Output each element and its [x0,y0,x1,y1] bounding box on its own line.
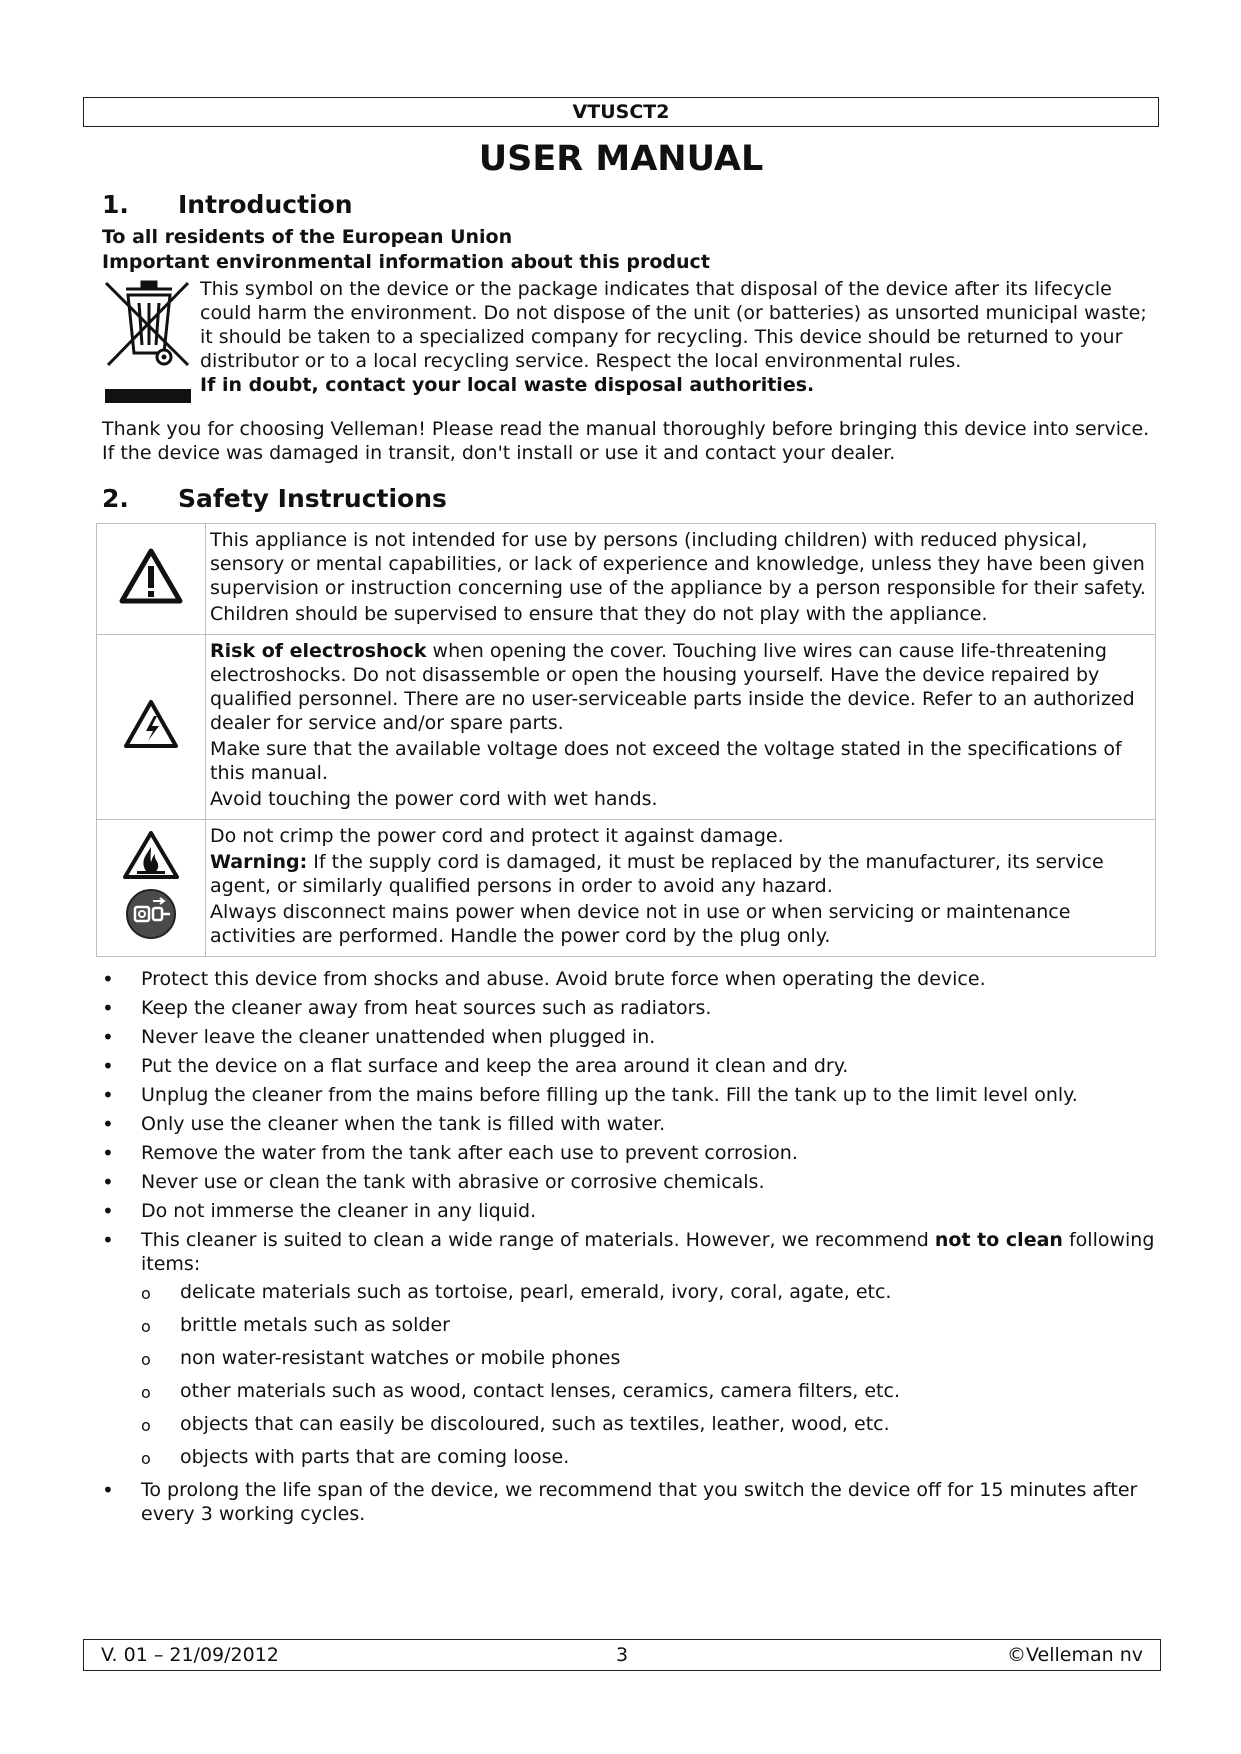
list-item: • Never leave the cleaner unattended when plugged in. [102,1025,1159,1049]
safety-row-general [97,524,1156,635]
list-item: • To prolong the life span of the device, we recommend that you switch the device off for 15 minutes after every 3 working cycles. [102,1478,1159,1526]
list-item-text: This cleaner is suited to clean a wide range of materials. However, we recommend [141,1229,935,1251]
safety-text: Always disconnect mains power when device not in use or when servicing or maintenance activities are performed. Handle the power cord by the plug only. [210,901,1071,947]
safety-bullet-list [102,967,1159,1526]
list-item: • Protect this device from shocks and abuse. Avoid brute force when operating the device. [102,967,1159,991]
fire-hazard-icon [98,829,204,887]
safety-text: Avoid touching the power cord with wet hands. [210,788,658,810]
safety-text: when opening the cover. Touching live wires can cause life-threatening electroshocks. Do not disassemble or open the housing yourself. Have the device repaired by qualified personnel. There are no user-serviceable parts inside the device. Refer to an authorized dealer for service and/or spare parts. [210,640,1135,734]
list-item: • Do not immerse the cleaner in any liquid. [102,1199,1159,1223]
electric-hazard-icon [97,635,206,820]
section-title: Safety Instructions [178,484,447,513]
sub-list-item: o objects that can easily be discoloured, such as textiles, leather, wood, etc. [141,1412,1159,1436]
weee-bin-icon [102,277,200,411]
eu-heading: To all residents of the European Union [102,226,513,248]
warning-triangle-icon [97,524,206,635]
list-item: • Unplug the cleaner from the mains before filling up the tank. Fill the tank up to the limit level only. [102,1083,1159,1107]
section-2-heading [83,483,1159,515]
section-1-heading [83,189,1159,221]
env-heading: Important environmental information about this product [102,251,710,273]
sub-list-item: o brittle metals such as solder [141,1313,1159,1337]
weee-bold-note: If in doubt, contact your local waste disposal authorities. [200,374,815,396]
sub-list-item: o delicate materials such as tortoise, pearl, emerald, ivory, coral, agate, etc. [141,1280,1159,1304]
safety-text: Children should be supervised to ensure that they do not play with the appliance. [210,603,988,625]
electroshock-bold: Risk of electroshock [210,640,427,662]
safety-text: Do not crimp the power cord and protect it against damage. [210,825,784,847]
section-number: 2. [102,484,129,513]
section-title: Introduction [178,190,353,219]
materials-sub-list [141,1280,1159,1469]
footer-version: V. 01 – 21/09/2012 [101,1644,279,1666]
warning-bold: Warning: [210,851,308,873]
safety-text: If the supply cord is damaged, it must be replaced by the manufacturer, its service agent, or similarly qualified persons in order to avoid any hazard. [210,851,1104,897]
sub-list-item: o objects with parts that are coming loose. [141,1445,1159,1469]
unplug-icon [98,887,204,947]
footer-copyright: ©Velleman nv [1007,1644,1143,1666]
list-item: • Only use the cleaner when the tank is filled with water. [102,1112,1159,1136]
list-item: • Never use or clean the tank with abrasive or corrosive chemicals. [102,1170,1159,1194]
page-title: USER MANUAL [478,139,764,179]
footer-page-number: 3 [615,1644,629,1666]
sub-list-item: o other materials such as wood, contact lenses, ceramics, camera filters, etc. [141,1379,1159,1403]
section-number: 1. [102,190,129,219]
list-item: • Put the device on a flat surface and keep the area around it clean and dry. [102,1054,1159,1078]
safety-table [96,523,1156,957]
safety-text: Make sure that the available voltage does not exceed the voltage stated in the specifications of this manual. [210,738,1122,784]
header-model: VTUSCT2 [83,97,1159,127]
not-to-clean-bold: not to clean [934,1229,1063,1251]
page-footer [83,1639,1161,1671]
safety-row-power-cord [97,820,1156,957]
thanks-text: Thank you for choosing Velleman! Please read the manual thoroughly before bringing this device into service. If the device was damaged in transit, don't install or use it and contact your dealer. [102,418,1150,464]
safety-row-electroshock [97,635,1156,820]
list-item: • Keep the cleaner away from heat sources such as radiators. [102,996,1159,1020]
weee-block [102,277,1159,411]
weee-text: This symbol on the device or the package indicates that disposal of the device after its lifecycle could harm the environment. Do not dispose of the unit (or batteries) as unsorted municipal waste; it should be taken to a specialized company for recycling. This device should be returned to your distributor or to a local recycling service. Respect the local environmental rules. [200,278,1147,372]
list-item-materials [102,1228,1159,1469]
list-item-text: following items: [141,1229,1155,1275]
safety-text: This appliance is not intended for use by persons (including children) with reduced physical, sensory or mental capabilities, or lack of experience and knowledge, unless they have been given supervision or instruction concerning use of the appliance by a person responsible for their safety. [210,529,1146,599]
list-item: • Remove the water from the tank after each use to prevent corrosion. [102,1141,1159,1165]
sub-list-item: o non water-resistant watches or mobile phones [141,1346,1159,1370]
page [83,97,1159,1531]
